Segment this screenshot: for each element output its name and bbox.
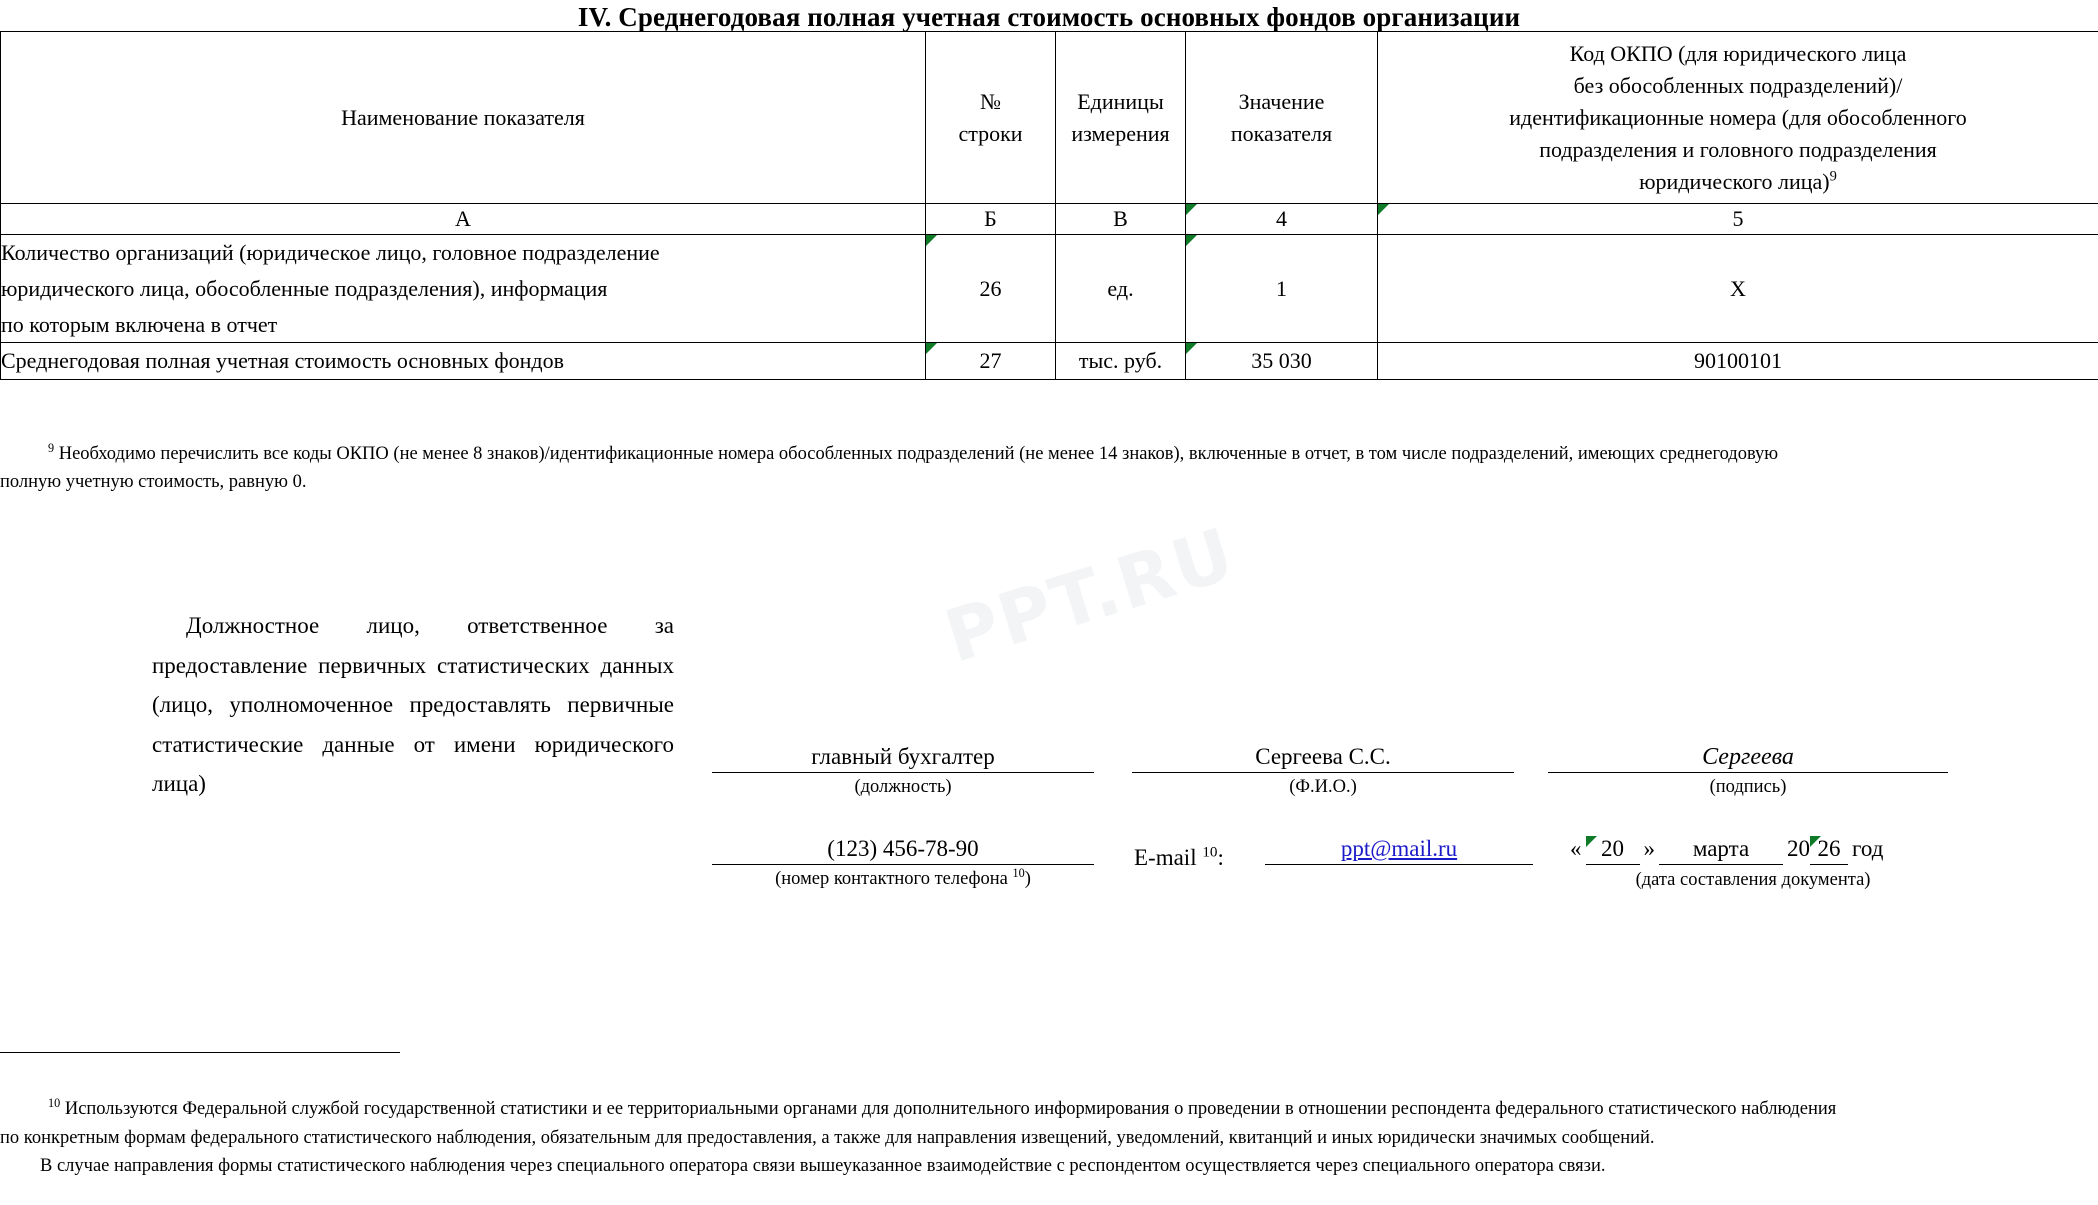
table-column-letters-row	[1, 204, 2098, 235]
email-label-text: E-mail	[1134, 845, 1197, 870]
email-field[interactable]	[1265, 836, 1533, 865]
header-okpo-l5: юридического лица)	[1639, 168, 1830, 194]
email-value[interactable]: ppt@mail.ru	[1340, 836, 1458, 861]
date-group[interactable]	[1570, 836, 1990, 892]
footnote-9-text-2: полную учетную стоимость, равную 0.	[0, 471, 307, 492]
header-units	[1056, 32, 1186, 204]
date-year-word: год	[1852, 836, 1884, 861]
footnote-10-marker: 10	[48, 1095, 61, 1110]
footnote-ref-9-header: 9	[1829, 168, 1837, 185]
footnote-10	[0, 1095, 2098, 1181]
header-units-l2: измерения	[1071, 120, 1170, 146]
phone-caption	[712, 865, 1094, 891]
row-0-indicator-name	[1, 235, 926, 343]
phone-value[interactable]: (123) 456-78-90	[712, 836, 1094, 865]
row-0-units: ед.	[1056, 235, 1186, 343]
column-letter-b: Б	[926, 204, 1056, 235]
table-header-row	[1, 32, 2098, 204]
footnote-10-text-3: В случае направления формы статистического наблюдения через специального оператора связи вышеуказанное взаимодействие с респондентом осуществляется через специального оператора связи.	[40, 1156, 1606, 1177]
footnote-separator	[0, 1052, 400, 1053]
position-value[interactable]: главный бухгалтер	[712, 744, 1094, 773]
table-row	[1, 343, 2098, 380]
header-okpo-l1: Код ОКПО (для юридического лица	[1569, 41, 1907, 66]
phone-field[interactable]	[712, 836, 1094, 891]
fio-field[interactable]	[1132, 744, 1514, 799]
row-1-indicator-name: Среднегодовая полная учетная стоимость основных фондов	[1, 343, 926, 380]
header-indicator-name: Наименование показателя	[1, 32, 926, 204]
footnote-9-marker: 9	[48, 440, 55, 455]
date-caption: (дата составления документа)	[1635, 870, 1871, 890]
footnote-10-line-1	[0, 1095, 2098, 1124]
row-1-value: 35 030	[1186, 343, 1378, 380]
column-letter-a: А	[1, 204, 926, 235]
date-year-suffix[interactable]: 26	[1810, 836, 1848, 865]
signature-caption: (подпись)	[1709, 777, 1787, 797]
date-quote-close: »	[1643, 836, 1655, 861]
header-value-l2: показателя	[1230, 120, 1333, 146]
header-okpo-l4: подразделения и головного подразделения	[1539, 136, 1937, 162]
footnote-9-text-1: Необходимо перечислить все коды ОКПО (не менее 8 знаков)/идентификационные номера обособленных подразделений (не менее 14 знаков), включенные в отчет, в том числе подразделений, имеющих среднегодовую	[58, 444, 1779, 464]
phone-caption-text: (номер контактного телефона	[775, 869, 1008, 889]
row-0-okpo: Х	[1378, 235, 2098, 343]
header-units-l1: Единицы	[1077, 88, 1164, 114]
email-value-wrap[interactable]	[1265, 836, 1533, 865]
footnote-9	[0, 441, 2098, 497]
fixed-assets-table	[0, 31, 2098, 380]
date-line[interactable]	[1570, 836, 1990, 866]
date-day[interactable]: 20	[1586, 836, 1640, 865]
header-okpo-code	[1378, 32, 2098, 204]
header-value	[1186, 32, 1378, 204]
date-year-prefix: 20	[1787, 836, 1810, 861]
footnote-ref-10-phone: 10	[1012, 865, 1025, 880]
header-line-number	[926, 32, 1056, 204]
footnote-10-text-2: по конкретным формам федерального статистического наблюдения, обязательным для предоставления, а также для направления извещений, уведомлений, квитанций и иных юридически значимых сообщений.	[0, 1127, 1655, 1148]
row-1-units: тыс. руб.	[1056, 343, 1186, 380]
header-value-l1: Значение	[1238, 88, 1325, 114]
email-label	[1134, 845, 1224, 871]
row-1-okpo: 90100101	[1378, 343, 2098, 380]
table-row	[1, 235, 2098, 343]
signature-value[interactable]: Сергеева	[1548, 744, 1948, 773]
responsible-person-description: Должностное лицо, ответственное за предоставление первичных статистических данных (лицо, уполномоченное предоставлять первичные статистические данные от имени юридического лица)	[152, 613, 674, 797]
fio-value[interactable]: Сергеева С.С.	[1132, 744, 1514, 773]
watermark: PPT.RU	[935, 511, 1245, 679]
row-0-line-number: 26	[926, 235, 1056, 343]
footnote-9-line-2	[0, 469, 2098, 497]
date-quote-open: «	[1570, 836, 1582, 861]
header-line-number-l2: строки	[958, 120, 1023, 146]
footnote-10-text-1: Используются Федеральной службой государственной статистики и ее территориальными органами для дополнительного информирования о проведении в отношении респондента федерального статистического наблюдения	[64, 1099, 1837, 1119]
position-caption: (должность)	[854, 777, 952, 797]
header-okpo-l3: идентификационные номера (для обособленного	[1509, 104, 1967, 130]
column-letter-4: 4	[1186, 204, 1378, 235]
row-0-name-l3: по которым включена в отчет	[1, 311, 278, 337]
header-okpo-l2: без обособленных подразделений)/	[1573, 72, 1903, 98]
footnote-10-line-2	[0, 1124, 2098, 1153]
page-title: IV. Среднегодовая полная учетная стоимость основных фондов организации	[577, 2, 1521, 32]
column-letter-v: В	[1056, 204, 1186, 235]
column-letter-5: 5	[1378, 204, 2098, 235]
row-0-name-l2: юридического лица, обособленные подразделения), информация	[1, 276, 608, 302]
date-month[interactable]: марта	[1659, 836, 1783, 865]
row-0-name-l1: Количество организаций (юридическое лицо, головное подразделение	[1, 240, 660, 266]
phone-caption-close: )	[1024, 869, 1031, 889]
email-label-colon: :	[1217, 845, 1224, 870]
position-field[interactable]	[712, 744, 1094, 799]
row-1-line-number: 27	[926, 343, 1056, 380]
footnote-ref-10-email: 10	[1202, 843, 1218, 861]
footnote-9-line-1	[0, 441, 2098, 469]
footnote-10-line-3	[0, 1152, 2098, 1181]
row-0-value: 1	[1186, 235, 1378, 343]
header-line-number-l1: №	[980, 88, 1001, 114]
fio-caption: (Ф.И.О.)	[1289, 777, 1357, 797]
signature-field[interactable]	[1548, 744, 1948, 799]
